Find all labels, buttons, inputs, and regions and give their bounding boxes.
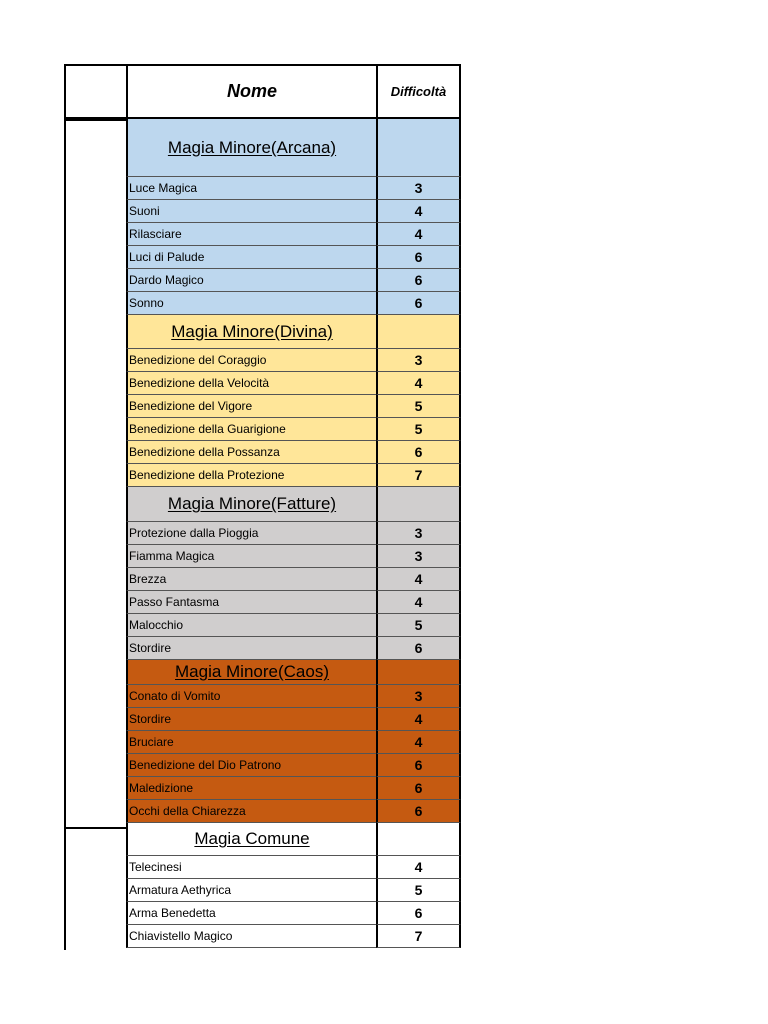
header-difficolta: Difficoltà [376, 66, 461, 117]
spell-name: Benedizione della Protezione [126, 464, 376, 487]
row-empty-cell [64, 925, 126, 948]
row-empty-cell [64, 349, 126, 372]
section-header [64, 315, 461, 349]
table-row [64, 614, 461, 637]
table-row [64, 292, 461, 315]
row-empty-cell [64, 731, 126, 754]
spell-name: Passo Fantasma [126, 591, 376, 614]
section-empty-cell [64, 119, 126, 177]
table-body [64, 119, 461, 948]
spell-difficulty: 7 [376, 464, 461, 487]
spell-name: Suoni [126, 200, 376, 223]
table-row [64, 879, 461, 902]
column-separator [64, 119, 126, 121]
column-separator [64, 827, 126, 829]
spell-difficulty: 4 [376, 372, 461, 395]
section-title: Magia Minore(Arcana) [126, 119, 376, 177]
row-empty-cell [64, 545, 126, 568]
section-header [64, 660, 461, 685]
section-value-cell [376, 487, 461, 522]
spell-name: Dardo Magico [126, 269, 376, 292]
table-row [64, 568, 461, 591]
table-row [64, 708, 461, 731]
spell-difficulty: 4 [376, 708, 461, 731]
spell-name: Rilasciare [126, 223, 376, 246]
row-empty-cell [64, 372, 126, 395]
row-empty-cell [64, 754, 126, 777]
row-empty-cell [64, 614, 126, 637]
spell-name: Protezione dalla Pioggia [126, 522, 376, 545]
section-header [64, 487, 461, 522]
row-empty-cell [64, 637, 126, 660]
spell-difficulty: 5 [376, 418, 461, 441]
table-row [64, 856, 461, 879]
spell-name: Brezza [126, 568, 376, 591]
table-row [64, 637, 461, 660]
table-row [64, 395, 461, 418]
spell-difficulty: 6 [376, 441, 461, 464]
table-row [64, 800, 461, 823]
table-row [64, 418, 461, 441]
row-empty-cell [64, 708, 126, 731]
spell-difficulty: 3 [376, 349, 461, 372]
table-row [64, 777, 461, 800]
spell-name: Benedizione della Possanza [126, 441, 376, 464]
spell-difficulty: 4 [376, 731, 461, 754]
row-empty-cell [64, 292, 126, 315]
row-empty-cell [64, 902, 126, 925]
spell-name: Sonno [126, 292, 376, 315]
row-empty-cell [64, 685, 126, 708]
header-nome: Nome [126, 66, 376, 117]
table-row [64, 177, 461, 200]
table-row [64, 464, 461, 487]
row-empty-cell [64, 522, 126, 545]
spell-name: Benedizione del Vigore [126, 395, 376, 418]
table-row [64, 685, 461, 708]
table-row [64, 754, 461, 777]
spell-difficulty: 6 [376, 269, 461, 292]
section-title: Magia Minore(Fatture) [126, 487, 376, 522]
spell-difficulty: 6 [376, 902, 461, 925]
section-value-cell [376, 119, 461, 177]
spell-name: Fiamma Magica [126, 545, 376, 568]
spell-name: Arma Benedetta [126, 902, 376, 925]
spell-difficulty: 6 [376, 637, 461, 660]
spell-difficulty: 7 [376, 925, 461, 948]
spell-name: Armatura Aethyrica [126, 879, 376, 902]
spell-difficulty: 6 [376, 246, 461, 269]
spell-name: Stordire [126, 708, 376, 731]
spell-name: Bruciare [126, 731, 376, 754]
table-row [64, 925, 461, 948]
section-empty-cell [64, 487, 126, 522]
table-row [64, 200, 461, 223]
spell-name: Luci di Palude [126, 246, 376, 269]
spell-table [64, 64, 461, 948]
table-row [64, 545, 461, 568]
spell-name: Luce Magica [126, 177, 376, 200]
row-empty-cell [64, 418, 126, 441]
spell-difficulty: 5 [376, 879, 461, 902]
table-row [64, 731, 461, 754]
section-value-cell [376, 660, 461, 685]
spell-difficulty: 3 [376, 545, 461, 568]
spell-name: Benedizione del Coraggio [126, 349, 376, 372]
spell-name: Benedizione della Velocità [126, 372, 376, 395]
spell-name: Telecinesi [126, 856, 376, 879]
row-empty-cell [64, 246, 126, 269]
row-empty-cell [64, 200, 126, 223]
spell-name: Occhi della Chiarezza [126, 800, 376, 823]
section-value-cell [376, 823, 461, 856]
spell-name: Malocchio [126, 614, 376, 637]
spell-difficulty: 6 [376, 777, 461, 800]
spell-difficulty: 6 [376, 800, 461, 823]
spell-difficulty: 5 [376, 614, 461, 637]
table-row [64, 223, 461, 246]
section-empty-cell [64, 660, 126, 685]
spell-difficulty: 4 [376, 223, 461, 246]
table-row [64, 902, 461, 925]
spell-name: Chiavistello Magico [126, 925, 376, 948]
spell-name: Maledizione [126, 777, 376, 800]
table-row [64, 269, 461, 292]
table-row [64, 246, 461, 269]
spell-difficulty: 4 [376, 856, 461, 879]
row-empty-cell [64, 223, 126, 246]
spell-difficulty: 3 [376, 522, 461, 545]
section-header [64, 119, 461, 177]
row-empty-cell [64, 777, 126, 800]
section-title: Magia Minore(Caos) [126, 660, 376, 685]
section-value-cell [376, 315, 461, 349]
row-empty-cell [64, 568, 126, 591]
left-border [64, 64, 66, 950]
spell-name: Benedizione del Dio Patrono [126, 754, 376, 777]
table-row [64, 441, 461, 464]
spell-name: Benedizione della Guarigione [126, 418, 376, 441]
table-row [64, 591, 461, 614]
table-header [64, 64, 461, 119]
spell-difficulty: 4 [376, 568, 461, 591]
header-empty-cell [64, 66, 126, 117]
section-empty-cell [64, 315, 126, 349]
row-empty-cell [64, 800, 126, 823]
spell-name: Stordire [126, 637, 376, 660]
spell-difficulty: 3 [376, 685, 461, 708]
spell-difficulty: 4 [376, 200, 461, 223]
table-row [64, 372, 461, 395]
row-empty-cell [64, 856, 126, 879]
section-title: Magia Minore(Divina) [126, 315, 376, 349]
table-row [64, 522, 461, 545]
section-title: Magia Comune [126, 823, 376, 856]
row-empty-cell [64, 464, 126, 487]
row-empty-cell [64, 441, 126, 464]
spell-difficulty: 6 [376, 754, 461, 777]
row-empty-cell [64, 177, 126, 200]
row-empty-cell [64, 269, 126, 292]
spell-difficulty: 5 [376, 395, 461, 418]
spell-difficulty: 4 [376, 591, 461, 614]
row-empty-cell [64, 879, 126, 902]
row-empty-cell [64, 395, 126, 418]
table-row [64, 349, 461, 372]
row-empty-cell [64, 591, 126, 614]
spell-name: Conato di Vomito [126, 685, 376, 708]
spell-difficulty: 3 [376, 177, 461, 200]
spell-difficulty: 6 [376, 292, 461, 315]
